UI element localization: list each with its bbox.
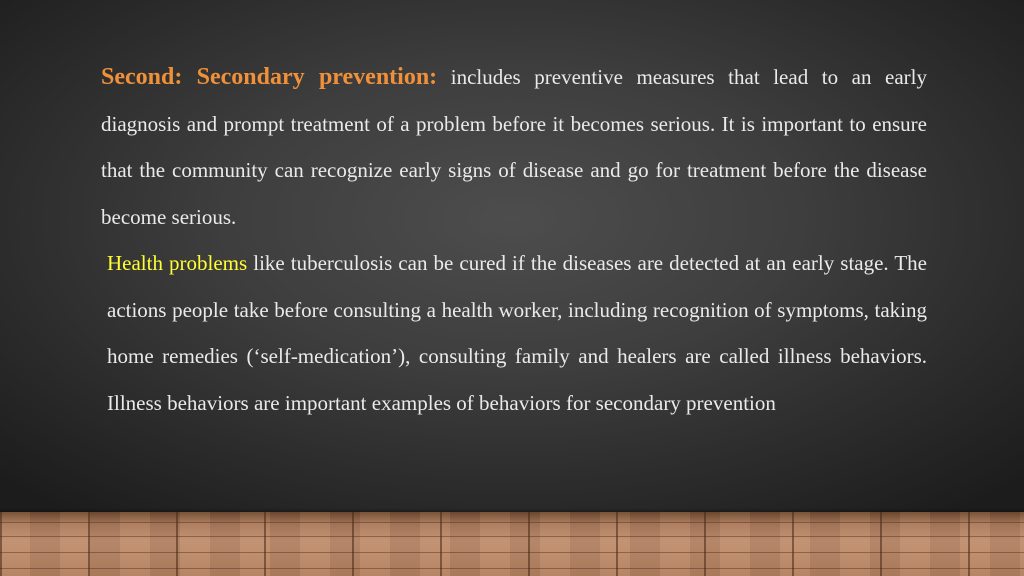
paragraph-secondary-prevention bbox=[101, 54, 927, 240]
floor-plank-line bbox=[0, 552, 1024, 553]
paragraph-body: like tuberculosis can be cured if the diseases are detected at an early stage. The actions people take before consulting a health worker, including recognition of symptoms, taking home remedies (‘self-medication’), consulting family and healers are called illness behaviors. Illness behaviors are important examples of behaviors for secondary prevention bbox=[107, 251, 927, 415]
paragraph-health-problems bbox=[101, 240, 927, 426]
floor-plank-line bbox=[0, 522, 1024, 523]
slide-content bbox=[101, 54, 927, 426]
highlighted-term: Health problems bbox=[107, 251, 248, 275]
wooden-floor bbox=[0, 512, 1024, 576]
section-heading: Second: Secondary prevention: bbox=[101, 64, 438, 90]
floor-plank-line bbox=[0, 568, 1024, 569]
floor-plank-line bbox=[0, 536, 1024, 537]
paragraph-body: includes preventive measures that lead to an early diagnosis and prompt treatment of a problem before it becomes serious. It is important to ensure that the community can recognize early signs of disease and go for treatment before the disease become serious. bbox=[101, 65, 927, 229]
